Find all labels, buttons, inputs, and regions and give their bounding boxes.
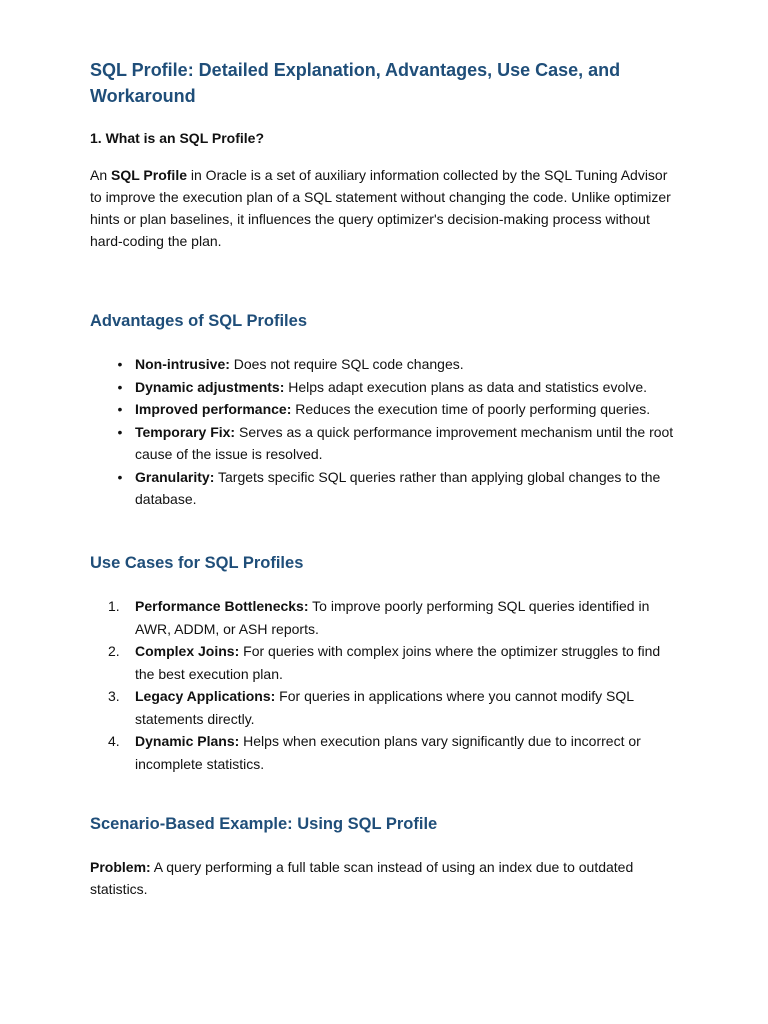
advantage-text: Helps adapt execution plans as data and statistics evolve.	[284, 378, 648, 395]
intro-paragraph	[90, 164, 680, 252]
list-item	[90, 376, 680, 399]
advantage-term: Granularity:	[135, 468, 215, 485]
use-case-term: Dynamic Plans:	[135, 733, 240, 749]
list-number: 1.	[108, 598, 120, 614]
list-number: 4.	[108, 733, 120, 749]
list-item	[90, 421, 680, 466]
section-heading-what-is: 1. What is an SQL Profile?	[90, 130, 264, 146]
bullet-icon: •	[117, 356, 123, 372]
list-item	[90, 398, 680, 421]
problem-label: Problem:	[90, 859, 151, 875]
bullet-icon: •	[117, 468, 123, 485]
intro-bold-term: SQL Profile	[111, 167, 187, 183]
bullet-icon: •	[117, 423, 123, 440]
list-item	[90, 353, 680, 376]
list-item	[90, 640, 680, 685]
advantage-term: Dynamic adjustments:	[135, 378, 285, 395]
use-case-text: For queries with complex joins where the optimizer struggles to find the best execution plan.	[135, 643, 661, 682]
list-number: 2.	[108, 643, 120, 659]
scenario-heading: Scenario-Based Example: Using SQL Profile	[90, 815, 438, 833]
list-item	[90, 466, 680, 511]
use-case-term: Complex Joins:	[135, 643, 240, 659]
advantage-text: Serves as a quick performance improvement mechanism until the root cause of the issue is resolved.	[135, 423, 674, 462]
list-item	[90, 595, 680, 640]
advantages-heading: Advantages of SQL Profiles	[90, 312, 307, 330]
advantage-term: Temporary Fix:	[135, 423, 236, 440]
list-item	[90, 685, 680, 730]
document-title: SQL Profile: Detailed Explanation, Advantages, Use Case, and Workaround	[90, 60, 621, 106]
problem-paragraph	[90, 856, 680, 900]
advantage-term: Improved performance:	[135, 401, 292, 417]
advantage-text: Does not require SQL code changes.	[229, 356, 464, 372]
use-cases-heading: Use Cases for SQL Profiles	[90, 554, 304, 572]
list-item	[90, 730, 680, 775]
advantage-text: Targets specific SQL queries rather than applying global changes to the database.	[135, 468, 661, 507]
use-case-text: Helps when execution plans vary significantly due to incorrect or incomplete statistics.	[135, 733, 641, 772]
bullet-icon: •	[117, 401, 123, 417]
intro-text: in Oracle is a set of auxiliary information collected by the SQL Tuning Advisor to improve the execution plan of a SQL statement without changing the code. Unlike optimizer hints or plan baselines, it influences the query optimizer's decision-making process without hard-coding the plan.	[90, 167, 671, 249]
advantages-list	[90, 353, 680, 511]
advantage-text: Reduces the execution time of poorly performing queries.	[291, 401, 651, 417]
advantage-term: Non-intrusive:	[135, 356, 230, 372]
use-case-term: Performance Bottlenecks:	[135, 598, 309, 614]
use-case-text: For queries in applications where you cannot modify SQL statements directly.	[135, 688, 634, 727]
use-case-text: To improve poorly performing SQL queries identified in AWR, ADDM, or ASH reports.	[135, 598, 650, 637]
use-cases-list	[90, 595, 680, 775]
bullet-icon: •	[117, 378, 123, 395]
use-case-term: Legacy Applications:	[135, 688, 276, 704]
list-number: 3.	[108, 688, 120, 704]
problem-text: A query performing a full table scan instead of using an index due to outdated statistics.	[90, 859, 634, 897]
intro-prefix: An	[90, 167, 112, 183]
